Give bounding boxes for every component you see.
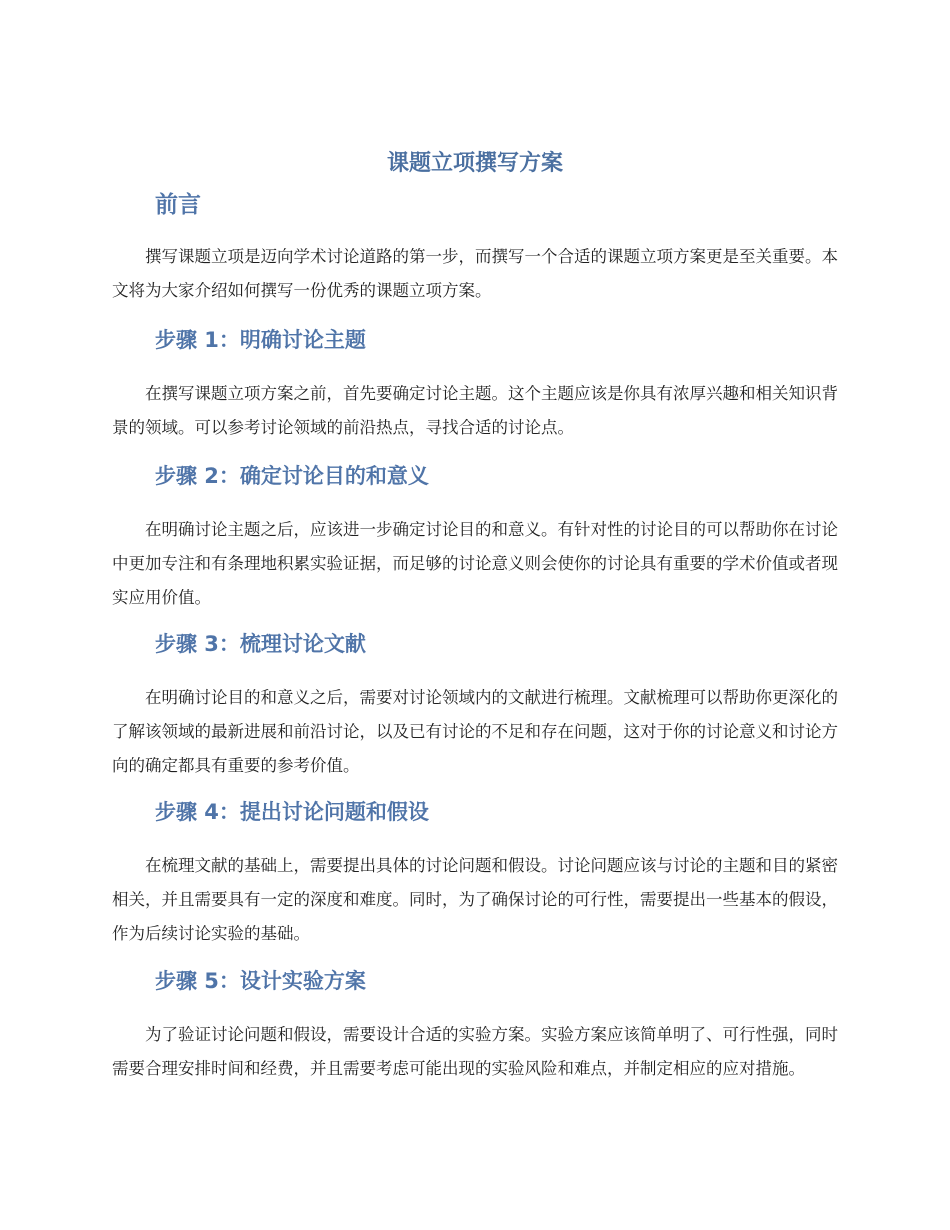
section-heading-step-4: 步骤 4：提出讨论问题和假设	[155, 800, 429, 824]
section-heading-step-1: 步骤 1：明确讨论主题	[155, 328, 366, 352]
section-paragraph-step-3: 在明确讨论目的和意义之后，需要对讨论领域内的文献进行梳理。文献梳理可以帮助你更深化的了解该领域的最新进展和前沿讨论，以及已有讨论的不足和存在问题，这对于你的讨论意义和讨论方向的确定都具有重要的参考价值。	[112, 688, 838, 775]
section-paragraph-preface: 撰写课题立项是迈向学术讨论道路的第一步，而撰写一个合适的课题立项方案更是至关重要。本文将为大家介绍如何撰写一份优秀的课题立项方案。	[112, 247, 838, 300]
page-title: 课题立项撰写方案	[386, 151, 563, 176]
section-heading-step-5: 步骤 5：设计实验方案	[155, 969, 366, 993]
section-heading-step-3: 步骤 3：梳理讨论文献	[155, 632, 366, 656]
section-paragraph-step-5: 为了验证讨论问题和假设，需要设计合适的实验方案。实验方案应该简单明了、可行性强，同时需要合理安排时间和经费，并且需要考虑可能出现的实验风险和难点，并制定相应的应对措施。	[112, 1025, 838, 1078]
section-paragraph-step-1: 在撰写课题立项方案之前，首先要确定讨论主题。这个主题应该是你具有浓厚兴趣和相关知识背景的领域。可以参考讨论领域的前沿热点，寻找合适的讨论点。	[112, 384, 838, 437]
section-paragraph-step-2: 在明确讨论主题之后，应该进一步确定讨论目的和意义。有针对性的讨论目的可以帮助你在讨论中更加专注和有条理地积累实验证据，而足够的讨论意义则会使你的讨论具有重要的学术价值或者现实应用价值。	[112, 520, 838, 607]
section-paragraph-step-4: 在梳理文献的基础上，需要提出具体的讨论问题和假设。讨论问题应该与讨论的主题和目的紧密相关，并且需要具有一定的深度和难度。同时，为了确保讨论的可行性，需要提出一些基本的假设，作为后续讨论实验的基础。	[112, 856, 838, 943]
section-heading-step-2: 步骤 2：确定讨论目的和意义	[155, 464, 429, 488]
section-heading-preface: 前言	[155, 192, 201, 218]
